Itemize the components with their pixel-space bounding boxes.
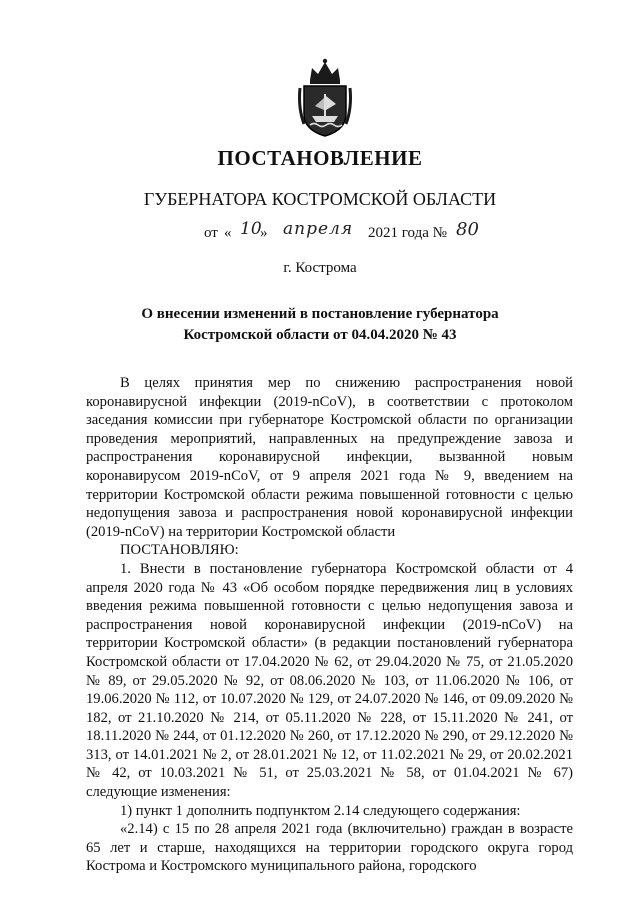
- date-year-text: 2021 года №: [368, 225, 447, 241]
- date-day-handwritten: 10: [240, 219, 262, 239]
- date-prefix: от: [204, 225, 218, 241]
- heading-line-1: О внесении изменений в постановление губернатора: [141, 306, 499, 322]
- kostroma-coat-of-arms-icon: [296, 58, 354, 140]
- paragraph-subitem-1: 1) пункт 1 дополнить подпунктом 2.14 следующего содержания:: [120, 802, 521, 819]
- document-title: ПОСТАНОВЛЕНИЕ: [217, 146, 423, 170]
- paragraph-resolve: ПОСТАНОВЛЯЮ:: [120, 542, 239, 559]
- date-close-quote: »: [260, 225, 268, 241]
- date-open-quote: «: [224, 225, 232, 241]
- document-heading: [0, 304, 640, 346]
- document-subtitle: ГУБЕРНАТОРА КОСТРОМСКОЙ ОБЛАСТИ: [143, 189, 497, 209]
- paragraph-item-1: 1. Внести в постановление губернатора Костромской области от 4 апреля 2020 года № 43 «Об особом порядке передвижения лиц в условиях введения режима повышенной готовности с целью недопущения завоза и распространения новой коронавирусной инфекции (2019-nCoV) на территории Костромской области» (в редакции постановлений губернатора Костромской области от 17.04.2020 № 62, от 29.04.2020 № 75, от 21.05.2020 № 89, от 29.05.2020 № 92, от 08.06.2020 № 103, от 11.06.2020 № 106, от 19.06.2020 № 112, от 10.07.2020 № 129, от 24.07.2020 № 146, от 09.09.2020 № 182, от 21.10.2020 № 214, от 05.11.2020 № 228, от 15.11.2020 № 241, от 18.11.2020 № 244, от 01.12.2020 № 260, от 17.12.2020 № 290, от 29.12.2020 № 313, от 14.01.2021 № 2, от 28.01.2021 № 12, от 11.02.2021 № 29, от 20.02.2021 № 42, от 10.03.2021 № 51, от 25.03.2021 № 58, от 01.04.2021 № 67) следующие изменения:: [86, 560, 573, 801]
- paragraph-quote: «2.14) с 15 по 28 апреля 2021 года (включительно) граждан в возрасте 65 лет и старше, находящихся на территории городского округа город Кострома и Костромского муниципального района, городского: [86, 821, 573, 875]
- document-number-handwritten: 80: [456, 219, 479, 240]
- city: г. Кострома: [283, 260, 357, 276]
- document-body: [86, 374, 573, 876]
- date-month-handwritten: апреля: [283, 219, 354, 239]
- heading-line-2: Костромской области от 04.04.2020 № 43: [183, 327, 457, 343]
- paragraph-intro: В целях принятия мер по снижению распространения новой коронавирусной инфекции (2019-nCoV), в соответствии с протоколом заседания комиссии при губернаторе Костромской области по организации проведения мероприятий, направленных на предупреждение завоза и распространения коронавирусной инфекции, вызванной новым коронавирусом 2019-nCoV, от 9 апреля 2021 года № 9, введением на территории Костромской области режима повышенной готовности с целью недопущения завоза и распространения новой коронавирусной инфекции (2019-nCoV) на территории Костромской области: [86, 375, 573, 540]
